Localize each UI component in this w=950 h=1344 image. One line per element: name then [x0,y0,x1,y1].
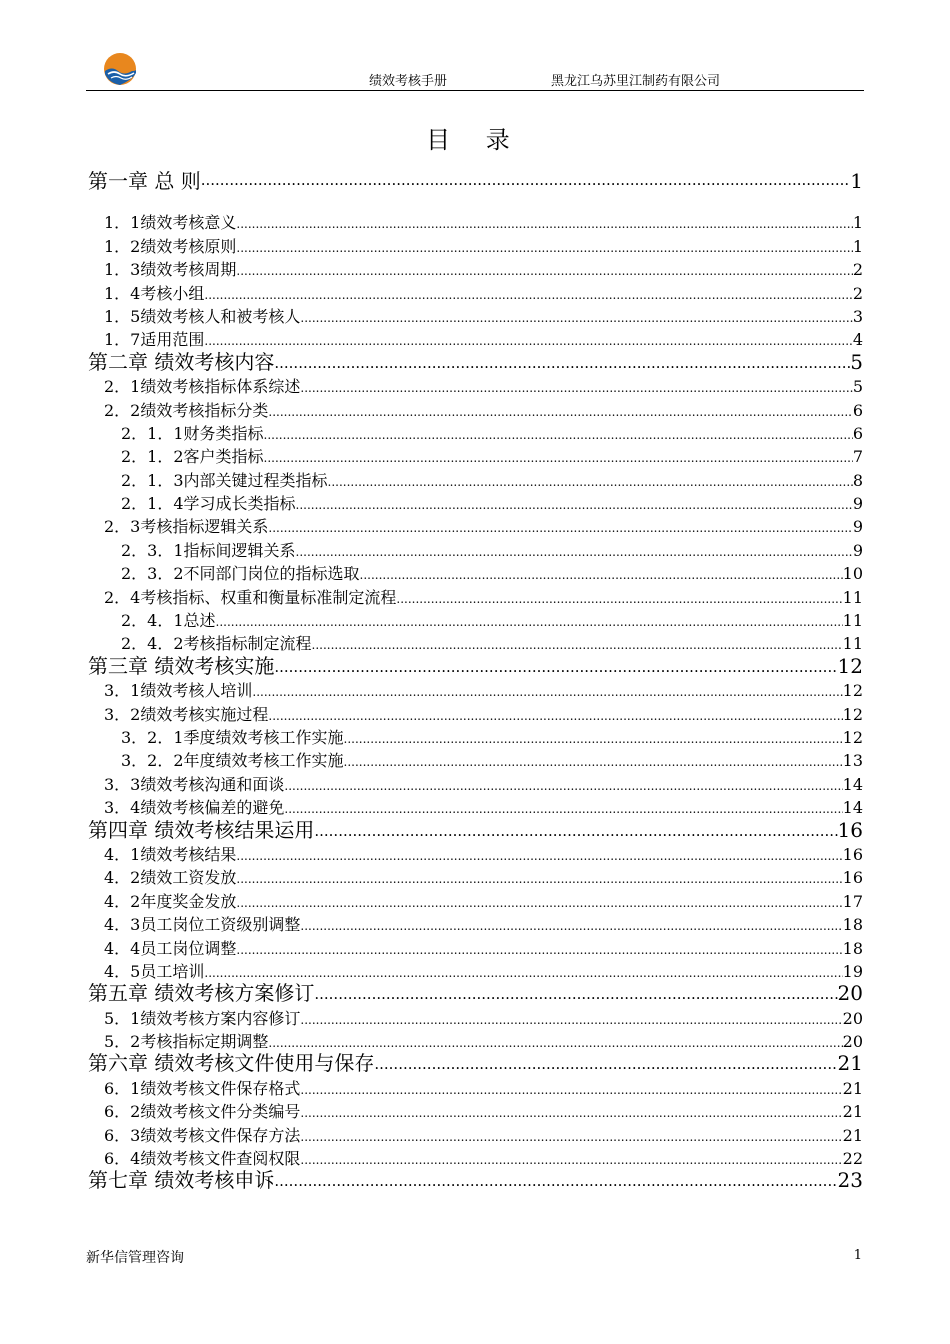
toc-entry-page: 7 [852,447,863,467]
toc-entry-title: 2．1．1财务类指标 [121,423,264,443]
toc-entry-page: 14 [842,774,863,794]
toc-section-entry[interactable] [88,257,863,280]
toc-entry-page: 16 [842,868,863,888]
toc-entry-title: 3．3绩效考核沟通和面谈 [104,774,285,794]
toc-entry-title: 5．1绩效考核方案内容修订 [104,1008,301,1028]
toc-entry-title: 2．1绩效考核指标体系综述 [104,377,301,397]
toc-entry-title: 6．3绩效考核文件保存方法 [104,1125,301,1145]
toc-chapter-entry[interactable] [88,1169,863,1192]
toc-dot-leader [344,732,843,746]
toc-dot-leader [236,217,852,231]
toc-section-entry[interactable] [88,421,863,444]
toc-dot-leader [236,943,842,957]
toc-dot-leader [204,334,852,348]
toc-entry-title: 第二章 绩效考核内容 [88,349,275,374]
page-header [86,50,864,91]
toc-dot-leader [268,1036,842,1050]
toc-entry-title: 1．7适用范围 [104,330,205,350]
toc-dot-leader [236,896,842,910]
toc-entry-page: 21 [842,1125,863,1145]
toc-entry-title: 3．4绩效考核偏差的避免 [104,798,285,818]
toc-entry-title: 2．2绩效考核指标分类 [104,400,269,420]
toc-entry-page: 19 [842,961,863,981]
toc-chapter-entry[interactable] [88,982,863,1005]
toc-dot-leader [300,1130,842,1144]
toc-entry-title: 1．5绩效考核人和被考核人 [104,306,301,326]
toc-section-entry[interactable] [88,537,863,560]
footer-consultancy: 新华信管理咨询 [86,1250,184,1266]
toc-dot-leader [252,685,842,699]
toc-entry-page: 6 [852,423,863,443]
toc-entry-title: 2．3．1指标间逻辑关系 [121,540,296,560]
toc-entry-page: 12 [842,727,863,747]
toc-dot-leader [300,919,842,933]
toc-entry-page: 12 [842,681,863,701]
toc-entry-title: 3．2绩效考核实施过程 [104,704,269,724]
toc-dot-leader [312,638,843,652]
toc-entry-title: 第一章 总 则 [88,169,201,193]
toc-section-entry[interactable] [88,491,863,514]
toc-section-entry[interactable] [88,725,863,748]
toc-dot-leader [204,288,852,302]
toc-section-entry[interactable] [88,1146,863,1169]
toc-entry-title: 2．1．4学习成长类指标 [121,494,296,514]
toc-section-entry[interactable] [88,210,863,233]
toc-entry-page: 21 [842,1078,863,1098]
toc-entry-page: 22 [842,1149,863,1169]
toc-entry-title: 4．5员工培训 [104,961,205,981]
toc-dot-leader [264,428,853,442]
toc-entry-title: 4．3员工岗位工资级别调整 [104,915,301,935]
toc-dot-leader [300,1013,842,1027]
footer-page-number: 1 [853,1248,862,1263]
toc-section-entry[interactable] [88,1075,863,1098]
toc-entry-title: 第七章 绩效考核申诉 [88,1168,275,1193]
header-doc-title: 绩效考核手册 [369,74,448,89]
toc-dot-leader [300,381,852,395]
toc-entry-page: 21 [837,1051,863,1076]
toc-entry-title: 第五章 绩效考核方案修订 [88,981,315,1006]
toc-entry-page: 11 [842,634,863,654]
header-company-name: 黑龙江乌苏里江制药有限公司 [551,74,721,89]
toc-entry-page: 5 [850,349,863,374]
toc-dot-leader [274,1173,837,1190]
toc-dot-leader [300,1083,842,1097]
toc-dot-leader [396,592,842,606]
toc-section-entry[interactable] [88,748,863,771]
toc-section-entry[interactable] [88,771,863,794]
toc-entry-title: 4．1绩效考核结果 [104,844,237,864]
toc-entry-page: 3 [852,306,863,326]
toc-entry-page: 21 [842,1102,863,1122]
toc-section-entry[interactable] [88,233,863,256]
toc-chapter-entry[interactable] [88,818,863,841]
toc-dot-leader [300,1106,842,1120]
toc-entry-page: 12 [842,704,863,724]
toc-section-entry[interactable] [88,444,863,467]
table-of-contents [88,166,863,1192]
toc-entry-title: 6．1绩效考核文件保存格式 [104,1078,301,1098]
toc-section-entry[interactable] [88,467,863,490]
toc-dot-leader [236,849,842,863]
toc-entry-page: 11 [842,587,863,607]
toc-dot-leader [216,615,843,629]
toc-entry-page: 18 [842,938,863,958]
toc-entry-page: 20 [842,1032,863,1052]
toc-section-entry[interactable] [88,280,863,303]
toc-section-entry[interactable] [88,795,863,818]
toc-entry-page: 12 [837,653,863,678]
toc-entry-page: 18 [842,915,863,935]
toc-entry-page: 9 [852,540,863,560]
toc-entry-page: 2 [852,260,863,280]
toc-entry-page: 20 [842,1008,863,1028]
toc-entry-page: 14 [842,798,863,818]
toc-entry-title: 5．2考核指标定期调整 [104,1032,269,1052]
toc-dot-leader [236,872,842,886]
toc-dot-leader [268,405,852,419]
toc-section-entry[interactable] [88,701,863,724]
toc-entry-page: 23 [837,1168,863,1193]
toc-section-entry[interactable] [88,397,863,420]
toc-entry-title: 2．4．1总述 [121,611,216,631]
toc-entry-page: 2 [852,283,863,303]
toc-section-entry[interactable] [88,842,863,865]
toc-entry-title: 1．2绩效考核原则 [104,236,237,256]
toc-dot-leader [344,755,843,769]
toc-dot-leader [314,823,837,840]
toc-section-entry[interactable] [88,327,863,350]
toc-dot-leader [268,709,842,723]
toc-entry-title: 3．2．2年度绩效考核工作实施 [121,751,344,771]
toc-dot-leader [374,1056,837,1073]
toc-section-entry[interactable] [88,1029,863,1052]
toc-dot-leader [274,659,837,676]
toc-section-entry[interactable] [88,678,863,701]
toc-entry-page: 11 [842,611,863,631]
toc-section-entry[interactable] [88,584,863,607]
toc-chapter-entry[interactable] [88,350,863,373]
toc-section-entry[interactable] [88,514,863,537]
toc-section-entry[interactable] [88,374,863,397]
toc-entry-title: 4．2年度奖金发放 [104,891,237,911]
toc-entry-page: 6 [852,400,863,420]
toc-entry-title: 第四章 绩效考核结果运用 [88,817,315,842]
toc-entry-page: 16 [842,844,863,864]
toc-entry-title: 2．4．2考核指标制定流程 [121,634,312,654]
toc-entry-title: 2．3考核指标逻辑关系 [104,517,269,537]
toc-dot-leader [300,1153,842,1167]
toc-entry-title: 3．2．1季度绩效考核工作实施 [121,727,344,747]
toc-chapter-entry[interactable] [88,1052,863,1075]
toc-dot-leader [300,311,852,325]
toc-dot-leader [201,172,851,189]
toc-entry-title: 2．1．2客户类指标 [121,447,264,467]
toc-chapter-entry[interactable] [88,166,863,196]
toc-dot-leader [360,568,843,582]
toc-entry-title: 3．1绩效考核人培训 [104,681,253,701]
toc-dot-leader [274,355,850,372]
toc-entry-title: 第三章 绩效考核实施 [88,653,275,678]
toc-dot-leader [296,498,853,512]
toc-entry-title: 2．3．2不同部门岗位的指标选取 [121,564,360,584]
company-logo-icon [102,52,138,86]
toc-dot-leader [314,986,837,1003]
toc-dot-leader [236,241,852,255]
toc-dot-leader [284,802,842,816]
toc-section-entry[interactable] [88,912,863,935]
toc-section-entry[interactable] [88,304,863,327]
toc-entry-page: 4 [852,330,863,350]
toc-entry-title: 4．2绩效工资发放 [104,868,237,888]
toc-section-entry[interactable] [88,561,863,584]
toc-entry-title: 6．2绩效考核文件分类编号 [104,1102,301,1122]
toc-entry-page: 17 [842,891,863,911]
toc-entry-title: 第六章 绩效考核文件使用与保存 [88,1051,375,1076]
toc-dot-leader [328,475,853,489]
toc-entry-title: 4．4员工岗位调整 [104,938,237,958]
toc-entry-title: 2．1．3内部关键过程类指标 [121,470,328,490]
toc-section-entry[interactable] [88,865,863,888]
toc-dot-leader [264,451,853,465]
toc-entry-page: 9 [852,517,863,537]
toc-entry-page: 16 [837,817,863,842]
toc-entry-page: 1 [852,213,863,233]
toc-dot-leader [268,521,852,535]
toc-section-entry[interactable] [88,1122,863,1145]
toc-entry-page: 9 [852,494,863,514]
toc-section-entry[interactable] [88,959,863,982]
toc-section-entry[interactable] [88,935,863,958]
toc-entry-title: 1．1绩效考核意义 [104,213,237,233]
toc-section-entry[interactable] [88,608,863,631]
toc-section-entry[interactable] [88,1099,863,1122]
toc-dot-leader [296,545,853,559]
toc-entry-page: 1 [852,236,863,256]
toc-entry-title: 1．4考核小组 [104,283,205,303]
toc-dot-leader [204,966,842,980]
toc-dot-leader [236,264,852,278]
toc-title: 目 录 [426,126,524,154]
toc-entry-page: 13 [842,751,863,771]
toc-chapter-entry[interactable] [88,654,863,677]
toc-entry-page: 8 [852,470,863,490]
toc-section-entry[interactable] [88,1005,863,1028]
toc-entry-title: 2．4考核指标、权重和衡量标准制定流程 [104,587,397,607]
toc-entry-title: 1．3绩效考核周期 [104,260,237,280]
toc-entry-page: 5 [852,377,863,397]
toc-section-entry[interactable] [88,888,863,911]
toc-entry-page: 10 [842,564,863,584]
toc-entry-title: 6．4绩效考核文件查阅权限 [104,1149,301,1169]
toc-entry-page: 20 [837,981,863,1006]
toc-dot-leader [284,779,842,793]
toc-section-entry[interactable] [88,631,863,654]
toc-entry-page: 1 [850,169,863,193]
